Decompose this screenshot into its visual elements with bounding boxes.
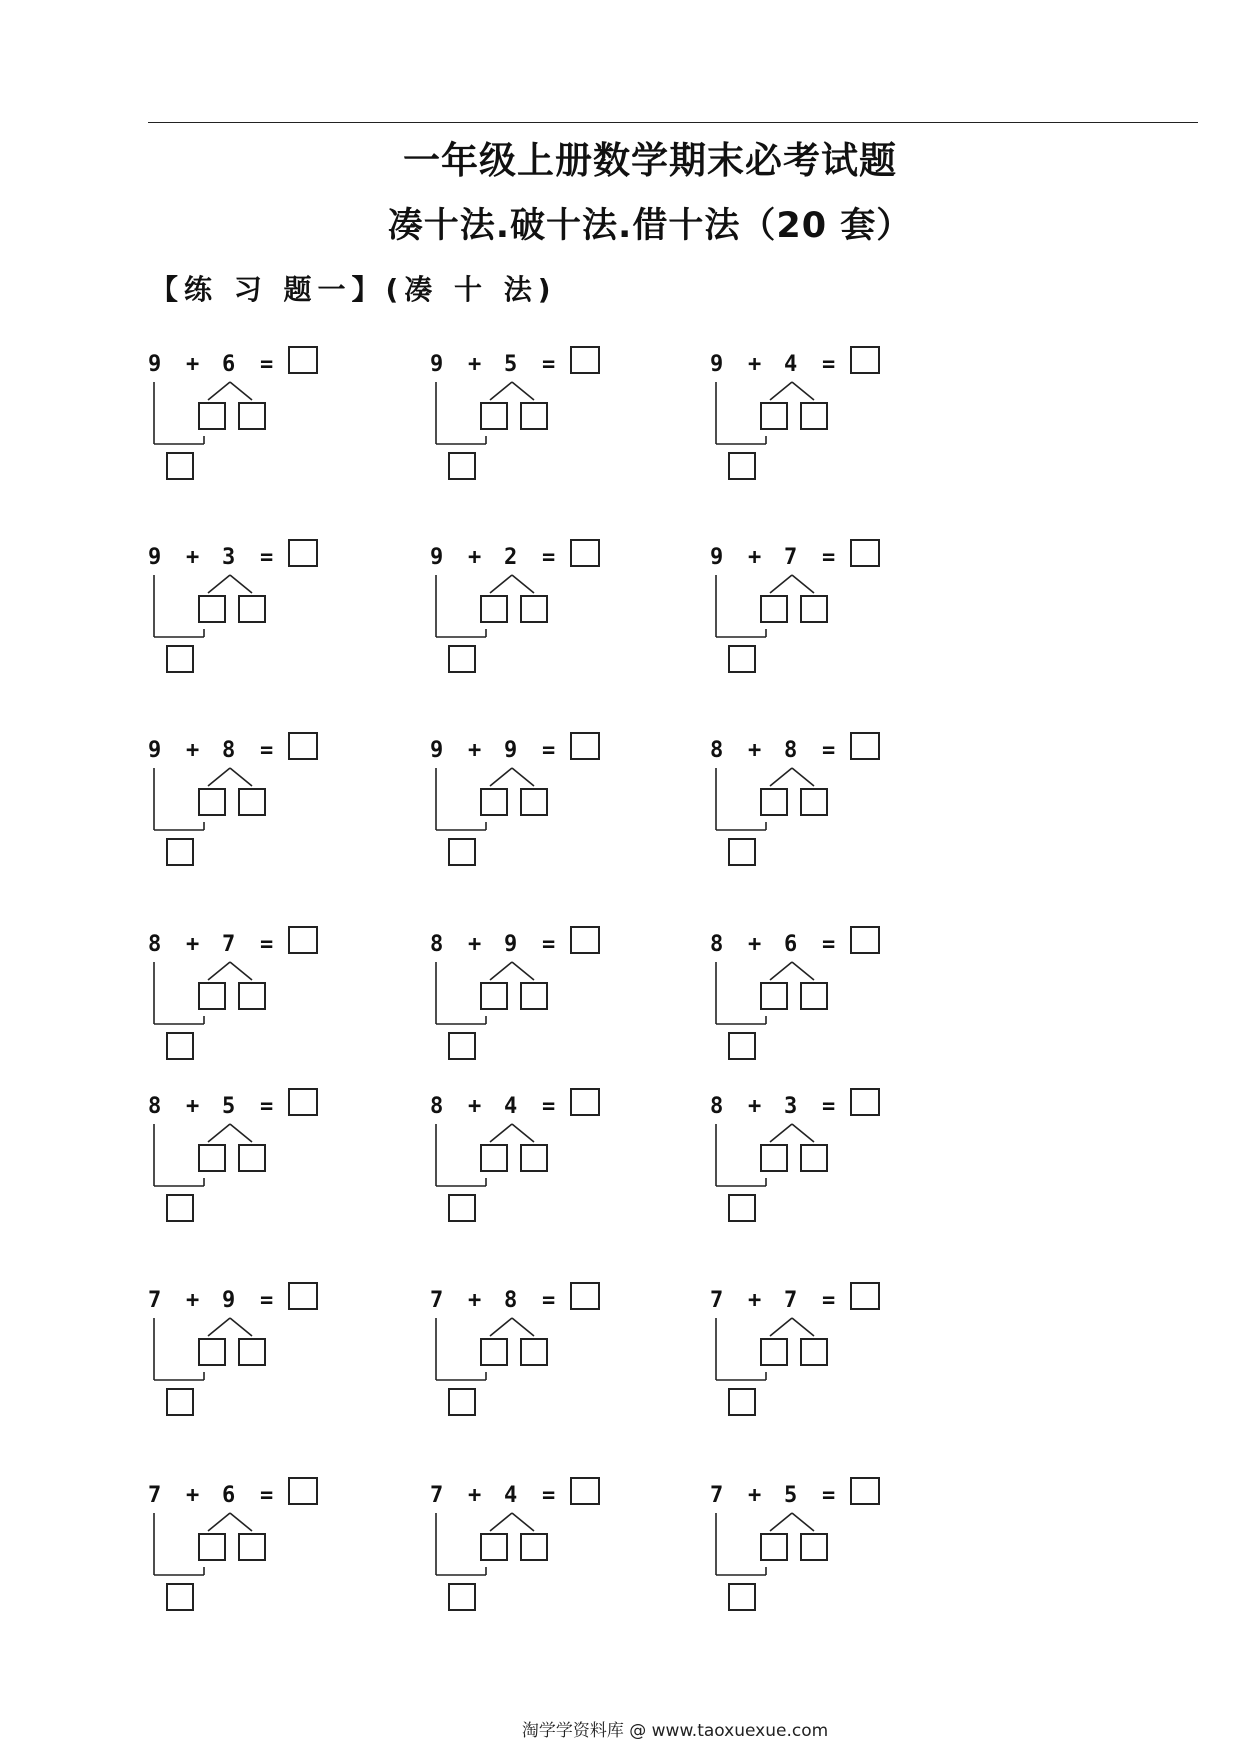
equals-sign: = — [260, 1094, 274, 1119]
split-box-right[interactable] — [238, 402, 266, 430]
ten-box[interactable] — [448, 1583, 476, 1611]
answer-box[interactable] — [850, 539, 880, 567]
connector-line — [770, 1124, 792, 1142]
split-box-right[interactable] — [520, 982, 548, 1010]
problem-item — [430, 545, 630, 685]
split-box-left[interactable] — [480, 982, 508, 1010]
equals-sign: = — [260, 545, 274, 570]
addend-b: 6 — [222, 352, 236, 377]
connector-line — [490, 575, 512, 593]
split-box-left[interactable] — [198, 402, 226, 430]
answer-box[interactable] — [570, 539, 600, 567]
ten-box[interactable] — [166, 645, 194, 673]
connector-line — [792, 768, 814, 786]
addend-a: 8 — [710, 932, 724, 957]
connector-line — [512, 1513, 534, 1531]
addend-b: 6 — [784, 932, 798, 957]
split-box-right[interactable] — [800, 595, 828, 623]
answer-box[interactable] — [288, 346, 318, 374]
ten-box[interactable] — [728, 1388, 756, 1416]
answer-box[interactable] — [288, 539, 318, 567]
addend-a: 8 — [710, 1094, 724, 1119]
connector-line — [770, 382, 792, 400]
connector-line — [230, 1124, 252, 1142]
addend-a: 8 — [430, 932, 444, 957]
connector-line — [792, 575, 814, 593]
equals-sign: = — [542, 1094, 556, 1119]
equals-sign: = — [822, 352, 836, 377]
ten-box[interactable] — [728, 1583, 756, 1611]
split-box-right[interactable] — [520, 788, 548, 816]
addend-a: 9 — [430, 738, 444, 763]
addend-b: 8 — [222, 738, 236, 763]
addend-b: 4 — [504, 1483, 518, 1508]
ten-box[interactable] — [448, 838, 476, 866]
addend-b: 5 — [222, 1094, 236, 1119]
answer-box[interactable] — [850, 732, 880, 760]
problem-item — [710, 932, 910, 1072]
problem-item — [430, 352, 630, 492]
split-box-left[interactable] — [480, 402, 508, 430]
answer-box[interactable] — [850, 1282, 880, 1310]
connector-line — [792, 962, 814, 980]
plus-sign: + — [748, 932, 762, 957]
connector-line — [770, 1513, 792, 1531]
connector-line — [770, 1318, 792, 1336]
equals-sign: = — [542, 352, 556, 377]
problem-item — [148, 1288, 348, 1428]
split-box-right[interactable] — [238, 1338, 266, 1366]
split-box-right[interactable] — [800, 1533, 828, 1561]
split-box-left[interactable] — [198, 1338, 226, 1366]
connector-line — [208, 1513, 230, 1531]
split-box-left[interactable] — [198, 788, 226, 816]
split-box-right[interactable] — [238, 982, 266, 1010]
ten-box[interactable] — [728, 645, 756, 673]
addend-b: 2 — [504, 545, 518, 570]
problem-item — [148, 1483, 348, 1623]
answer-box[interactable] — [570, 346, 600, 374]
addend-a: 8 — [710, 738, 724, 763]
equals-sign: = — [822, 1288, 836, 1313]
addend-b: 8 — [504, 1288, 518, 1313]
connector-line — [512, 962, 534, 980]
split-box-left[interactable] — [760, 1338, 788, 1366]
ten-box[interactable] — [166, 838, 194, 866]
split-box-left[interactable] — [480, 595, 508, 623]
connector-line — [230, 768, 252, 786]
split-box-right[interactable] — [238, 1144, 266, 1172]
ten-box[interactable] — [728, 452, 756, 480]
split-box-right[interactable] — [520, 402, 548, 430]
connector-line — [792, 1513, 814, 1531]
plus-sign: + — [468, 545, 482, 570]
equals-sign: = — [542, 1483, 556, 1508]
addend-a: 9 — [148, 352, 162, 377]
addend-a: 8 — [430, 1094, 444, 1119]
split-box-left[interactable] — [480, 1533, 508, 1561]
equals-sign: = — [822, 738, 836, 763]
ten-box[interactable] — [166, 452, 194, 480]
split-box-left[interactable] — [760, 1533, 788, 1561]
answer-box[interactable] — [288, 1088, 318, 1116]
equals-sign: = — [260, 1288, 274, 1313]
equals-sign: = — [822, 932, 836, 957]
addend-a: 7 — [148, 1483, 162, 1508]
ten-box[interactable] — [166, 1388, 194, 1416]
equals-sign: = — [542, 932, 556, 957]
answer-box[interactable] — [288, 1477, 318, 1505]
split-box-left[interactable] — [760, 982, 788, 1010]
addend-b: 7 — [784, 545, 798, 570]
connector-line — [208, 1318, 230, 1336]
split-box-left[interactable] — [760, 1144, 788, 1172]
answer-box[interactable] — [288, 732, 318, 760]
equals-sign: = — [542, 1288, 556, 1313]
answer-box[interactable] — [570, 926, 600, 954]
split-box-right[interactable] — [800, 788, 828, 816]
problem-item — [430, 932, 630, 1072]
connector-line — [512, 1124, 534, 1142]
connector-line — [208, 962, 230, 980]
equals-sign: = — [822, 1094, 836, 1119]
split-box-left[interactable] — [198, 982, 226, 1010]
addend-a: 7 — [710, 1288, 724, 1313]
connector-line — [230, 575, 252, 593]
ten-box[interactable] — [728, 838, 756, 866]
addend-a: 9 — [148, 738, 162, 763]
problem-item — [430, 1094, 630, 1234]
ten-box[interactable] — [448, 1388, 476, 1416]
plus-sign: + — [748, 352, 762, 377]
plus-sign: + — [468, 352, 482, 377]
connector-line — [208, 768, 230, 786]
split-box-left[interactable] — [198, 1533, 226, 1561]
connector-line — [792, 1124, 814, 1142]
plus-sign: + — [186, 932, 200, 957]
addend-b: 7 — [222, 932, 236, 957]
connector-line — [512, 575, 534, 593]
ten-box[interactable] — [728, 1032, 756, 1060]
split-box-left[interactable] — [760, 788, 788, 816]
addend-b: 4 — [504, 1094, 518, 1119]
problem-item — [148, 1094, 348, 1234]
problem-item — [710, 1094, 910, 1234]
connector-line — [208, 575, 230, 593]
problem-item — [148, 738, 348, 878]
plus-sign: + — [468, 1483, 482, 1508]
addend-b: 5 — [504, 352, 518, 377]
addend-a: 9 — [710, 545, 724, 570]
answer-box[interactable] — [570, 1282, 600, 1310]
addend-b: 7 — [784, 1288, 798, 1313]
plus-sign: + — [748, 1483, 762, 1508]
connector-line — [792, 1318, 814, 1336]
connector-line — [490, 768, 512, 786]
answer-box[interactable] — [288, 926, 318, 954]
problem-item — [430, 738, 630, 878]
connector-line — [792, 382, 814, 400]
problem-item — [430, 1288, 630, 1428]
answer-box[interactable] — [570, 732, 600, 760]
addend-a: 9 — [430, 352, 444, 377]
addend-b: 3 — [784, 1094, 798, 1119]
answer-box[interactable] — [570, 1088, 600, 1116]
problem-item — [710, 738, 910, 878]
equals-sign: = — [260, 1483, 274, 1508]
plus-sign: + — [186, 1094, 200, 1119]
addend-b: 3 — [222, 545, 236, 570]
addend-b: 8 — [784, 738, 798, 763]
connector-line — [230, 382, 252, 400]
addend-a: 7 — [430, 1288, 444, 1313]
connector-line — [770, 962, 792, 980]
addend-a: 7 — [430, 1483, 444, 1508]
plus-sign: + — [748, 1288, 762, 1313]
addend-a: 7 — [710, 1483, 724, 1508]
split-box-left[interactable] — [760, 595, 788, 623]
equals-sign: = — [542, 545, 556, 570]
answer-box[interactable] — [288, 1282, 318, 1310]
split-box-right[interactable] — [520, 1338, 548, 1366]
split-box-right[interactable] — [520, 1533, 548, 1561]
equals-sign: = — [260, 352, 274, 377]
ten-box[interactable] — [166, 1032, 194, 1060]
split-box-right[interactable] — [520, 595, 548, 623]
addend-a: 9 — [430, 545, 444, 570]
plus-sign: + — [468, 1094, 482, 1119]
connector-line — [208, 1124, 230, 1142]
ten-box[interactable] — [448, 645, 476, 673]
problem-item — [710, 352, 910, 492]
answer-box[interactable] — [850, 1088, 880, 1116]
connector-line — [490, 1318, 512, 1336]
page-title: 一年级上册数学期末必考试题 — [403, 139, 897, 182]
addend-a: 9 — [148, 545, 162, 570]
split-box-left[interactable] — [198, 1144, 226, 1172]
split-box-left[interactable] — [198, 595, 226, 623]
split-box-right[interactable] — [800, 402, 828, 430]
split-box-right[interactable] — [520, 1144, 548, 1172]
ten-box[interactable] — [166, 1194, 194, 1222]
plus-sign: + — [186, 738, 200, 763]
answer-box[interactable] — [850, 1477, 880, 1505]
split-box-right[interactable] — [238, 788, 266, 816]
connector-line — [230, 962, 252, 980]
connector-line — [512, 768, 534, 786]
split-box-left[interactable] — [760, 402, 788, 430]
connector-line — [512, 1318, 534, 1336]
problem-item — [148, 352, 348, 492]
addend-b: 9 — [222, 1288, 236, 1313]
plus-sign: + — [186, 1288, 200, 1313]
connector-line — [512, 382, 534, 400]
problem-item — [148, 932, 348, 1072]
plus-sign: + — [748, 545, 762, 570]
split-box-right[interactable] — [800, 1338, 828, 1366]
addend-b: 9 — [504, 738, 518, 763]
equals-sign: = — [260, 738, 274, 763]
answer-box[interactable] — [570, 1477, 600, 1505]
footer-credit: 淘学学资料库 @ www.taoxuexue.com — [521, 1721, 829, 1741]
split-box-left[interactable] — [480, 788, 508, 816]
ten-box[interactable] — [728, 1194, 756, 1222]
split-box-right[interactable] — [238, 1533, 266, 1561]
equals-sign: = — [822, 545, 836, 570]
connector-line — [230, 1513, 252, 1531]
connector-line — [490, 1513, 512, 1531]
split-box-left[interactable] — [480, 1144, 508, 1172]
split-box-left[interactable] — [480, 1338, 508, 1366]
addend-a: 7 — [148, 1288, 162, 1313]
problem-item — [710, 545, 910, 685]
ten-box[interactable] — [448, 452, 476, 480]
plus-sign: + — [748, 1094, 762, 1119]
addend-b: 6 — [222, 1483, 236, 1508]
page-subtitle: 凑十法.破十法.借十法（20 套） — [387, 206, 913, 246]
connector-line — [490, 382, 512, 400]
ten-box[interactable] — [448, 1032, 476, 1060]
plus-sign: + — [468, 1288, 482, 1313]
addend-a: 9 — [710, 352, 724, 377]
addend-a: 8 — [148, 932, 162, 957]
connector-line — [770, 575, 792, 593]
plus-sign: + — [186, 352, 200, 377]
equals-sign: = — [542, 738, 556, 763]
split-box-right[interactable] — [800, 982, 828, 1010]
equals-sign: = — [822, 1483, 836, 1508]
ten-box[interactable] — [166, 1583, 194, 1611]
plus-sign: + — [468, 932, 482, 957]
problem-item — [710, 1483, 910, 1623]
addend-b: 9 — [504, 932, 518, 957]
answer-box[interactable] — [850, 346, 880, 374]
ten-box[interactable] — [448, 1194, 476, 1222]
equals-sign: = — [260, 932, 274, 957]
section-heading: 【练 习 题一】(凑 十 法) — [150, 273, 557, 306]
connector-line — [230, 1318, 252, 1336]
split-box-right[interactable] — [800, 1144, 828, 1172]
connector-line — [490, 962, 512, 980]
connector-line — [208, 382, 230, 400]
split-box-right[interactable] — [238, 595, 266, 623]
problem-item — [148, 545, 348, 685]
plus-sign: + — [748, 738, 762, 763]
addend-a: 8 — [148, 1094, 162, 1119]
addend-b: 4 — [784, 352, 798, 377]
plus-sign: + — [186, 545, 200, 570]
addend-b: 5 — [784, 1483, 798, 1508]
connector-line — [490, 1124, 512, 1142]
plus-sign: + — [186, 1483, 200, 1508]
problem-item — [710, 1288, 910, 1428]
problem-item — [430, 1483, 630, 1623]
plus-sign: + — [468, 738, 482, 763]
connector-line — [770, 768, 792, 786]
answer-box[interactable] — [850, 926, 880, 954]
